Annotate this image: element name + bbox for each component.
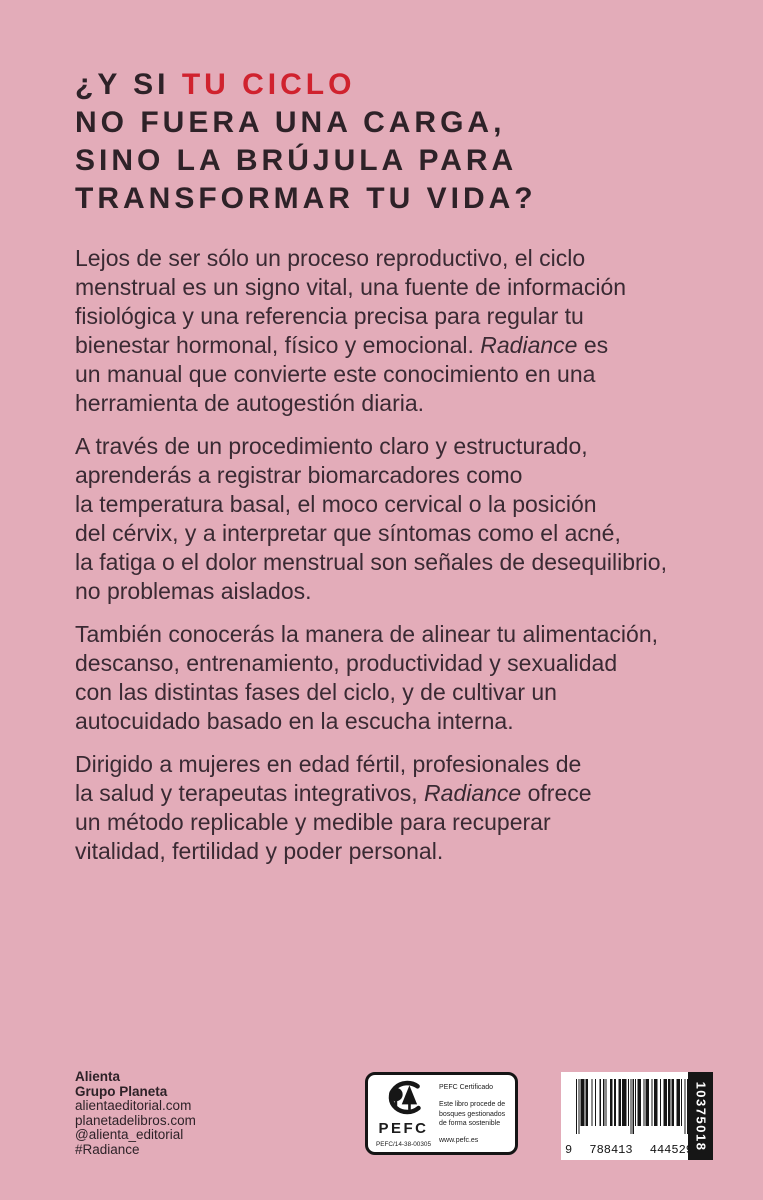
title-text: ¿Y SI <box>75 68 182 101</box>
barcode-digit-group: 788413 <box>589 1143 633 1157</box>
pefc-statement: Este libro procede de bosques gestionados de forma sostenible <box>439 1100 506 1128</box>
barcode-digit-lead: 9 <box>565 1143 573 1157</box>
publisher-imprint: Alienta <box>75 1069 121 1084</box>
title-line <box>75 142 537 180</box>
pefc-trees-icon <box>379 1080 429 1118</box>
pefc-right-column <box>439 1080 509 1148</box>
barcode-digit-group: 444529 <box>649 1143 693 1157</box>
product-code-vertical: 10375018 <box>693 1081 708 1151</box>
barcode-bars-icon <box>576 1079 689 1134</box>
pefc-url: www.pefc.es <box>439 1137 479 1145</box>
paragraph: A través de un procedimiento claro y estructurado, aprenderás a registrar biomarcadores como la temperatura basal, el moco cervical o la posición del cérvix, y a interpretar que síntomas como el acné, la fatiga o el dolor menstrual son señales de desequilibrio, no problemas aislados. <box>75 433 667 604</box>
pefc-cert-number: PEFC/14-38-00305 <box>375 1141 432 1148</box>
barcode-box <box>561 1072 713 1160</box>
body-copy <box>75 244 740 880</box>
title-line <box>75 104 537 142</box>
pefc-wordmark: PEFC <box>378 1120 429 1137</box>
title-accent-text: TU CICLO <box>181 68 356 101</box>
title-text: TRANSFORMAR TU VIDA? <box>75 182 537 215</box>
title-line <box>75 180 537 218</box>
paragraph: También conocerás la manera de alinear tu alimentación, descanso, entrenamiento, productividad y sexualidad con las distintas fases del ciclo, y de cultivar un autocuidado basado en la escucha interna. <box>75 621 658 734</box>
pefc-left-column <box>375 1080 432 1148</box>
publisher-website: alientaeditorial.com <box>75 1098 192 1114</box>
title-line <box>75 66 537 104</box>
back-cover-title <box>75 66 537 218</box>
barcode-digits <box>565 1144 693 1156</box>
publisher-website: planetadelibros.com <box>75 1112 196 1128</box>
paragraph: Dirigido a mujeres en edad fértil, profesionales de la salud y terapeutas integrativos, Radiance ofrece un método replicable y medible para recuperar vitalidad, fertilidad y poder personal. <box>75 751 592 864</box>
pefc-heading: PEFC Certificado <box>439 1084 494 1091</box>
title-text: SINO LA BRÚJULA PARA <box>75 144 518 177</box>
publisher-group: Grupo Planeta <box>75 1083 168 1099</box>
ean-barcode <box>561 1072 693 1160</box>
title-text: NO FUERA UNA CARGA, <box>75 106 506 139</box>
publisher-block <box>75 1070 196 1158</box>
paragraph: Lejos de ser sólo un proceso reproductivo, el ciclo menstrual es un signo vital, una fuente de información fisiológica y una referencia precisa para regular tu bienestar hormonal, físico y emocional. Radiance es un manual que convierte este conocimiento en una herramienta de autogestión diaria. <box>75 245 627 416</box>
pefc-certification-box <box>365 1072 518 1155</box>
publisher-social-handle: @alienta_editorial <box>75 1127 184 1143</box>
publisher-hashtag: #Radiance <box>75 1141 140 1157</box>
